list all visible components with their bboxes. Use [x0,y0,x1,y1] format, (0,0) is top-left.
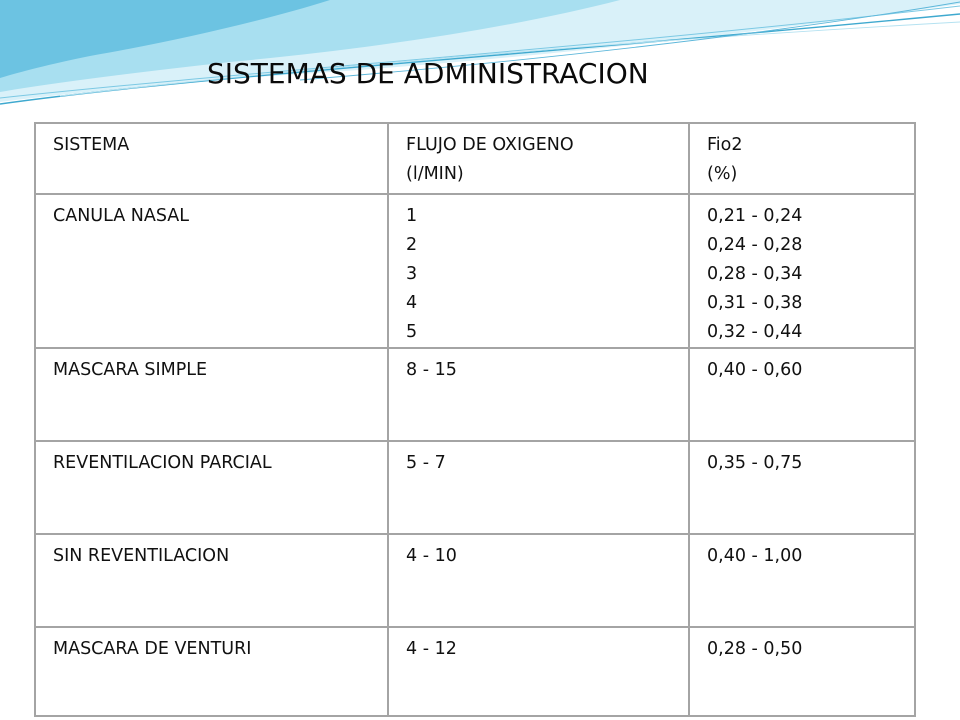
cell-flujo [388,627,689,716]
cell-fio2 [689,441,915,534]
table-row-mascara-simple [35,348,915,441]
sistema-value: MASCARA DE VENTURI [53,639,252,659]
header-cell-flujo [388,123,689,194]
flujo-value: 5 - 7 [406,453,446,473]
cell-fio2 [689,348,915,441]
flujo-value: 4 - 12 [406,639,457,659]
cell-sistema [35,441,388,534]
fio2-value: 0,28 - 0,50 [707,639,803,659]
table-row-canula-nasal [35,194,915,348]
flujo-value: 5 [406,322,418,342]
cell-sistema [35,627,388,716]
cell-flujo [388,534,689,627]
oxygen-systems-table [34,122,916,717]
sistema-value: REVENTILACION PARCIAL [53,453,272,473]
cell-flujo [388,194,689,348]
sistema-value: SIN REVENTILACION [53,546,230,566]
cell-flujo [388,348,689,441]
header-fio2-label: Fio2 [707,135,743,155]
fio2-value: 0,31 - 0,38 [707,293,803,313]
table-row-mascara-de-venturi [35,627,915,716]
fio2-value: 0,21 - 0,24 [707,206,803,226]
cell-fio2 [689,534,915,627]
fio2-value: 0,24 - 0,28 [707,235,803,255]
cell-sistema [35,194,388,348]
header-fio2-unit: (%) [707,164,738,184]
fio2-value: 0,40 - 1,00 [707,546,803,566]
cell-fio2 [689,627,915,716]
flujo-value: 8 - 15 [406,360,457,380]
cell-fio2 [689,194,915,348]
table-row-reventilacion-parcial [35,441,915,534]
flujo-value: 2 [406,235,418,255]
table-row-sin-reventilacion [35,534,915,627]
fio2-value: 0,28 - 0,34 [707,264,803,284]
fio2-value: 0,40 - 0,60 [707,360,803,380]
flujo-value: 1 [406,206,418,226]
cell-flujo [388,441,689,534]
sistema-value: MASCARA SIMPLE [53,360,208,380]
header-cell-sistema [35,123,388,194]
flujo-value: 3 [406,264,418,284]
sistema-value: CANULA NASAL [53,206,189,226]
header-cell-fio2 [689,123,915,194]
fio2-value: 0,32 - 0,44 [707,322,803,342]
header-sistema-label: SISTEMA [53,135,130,155]
table-header-row [35,123,915,194]
cell-sistema [35,348,388,441]
header-flujo-label: FLUJO DE OXIGENO [406,135,574,155]
cell-sistema [35,534,388,627]
fio2-value: 0,35 - 0,75 [707,453,803,473]
flujo-value: 4 - 10 [406,546,457,566]
flujo-value: 4 [406,293,418,313]
header-flujo-unit: (l/MIN) [406,164,464,184]
page-title: SISTEMAS DE ADMINISTRACION [207,57,649,90]
